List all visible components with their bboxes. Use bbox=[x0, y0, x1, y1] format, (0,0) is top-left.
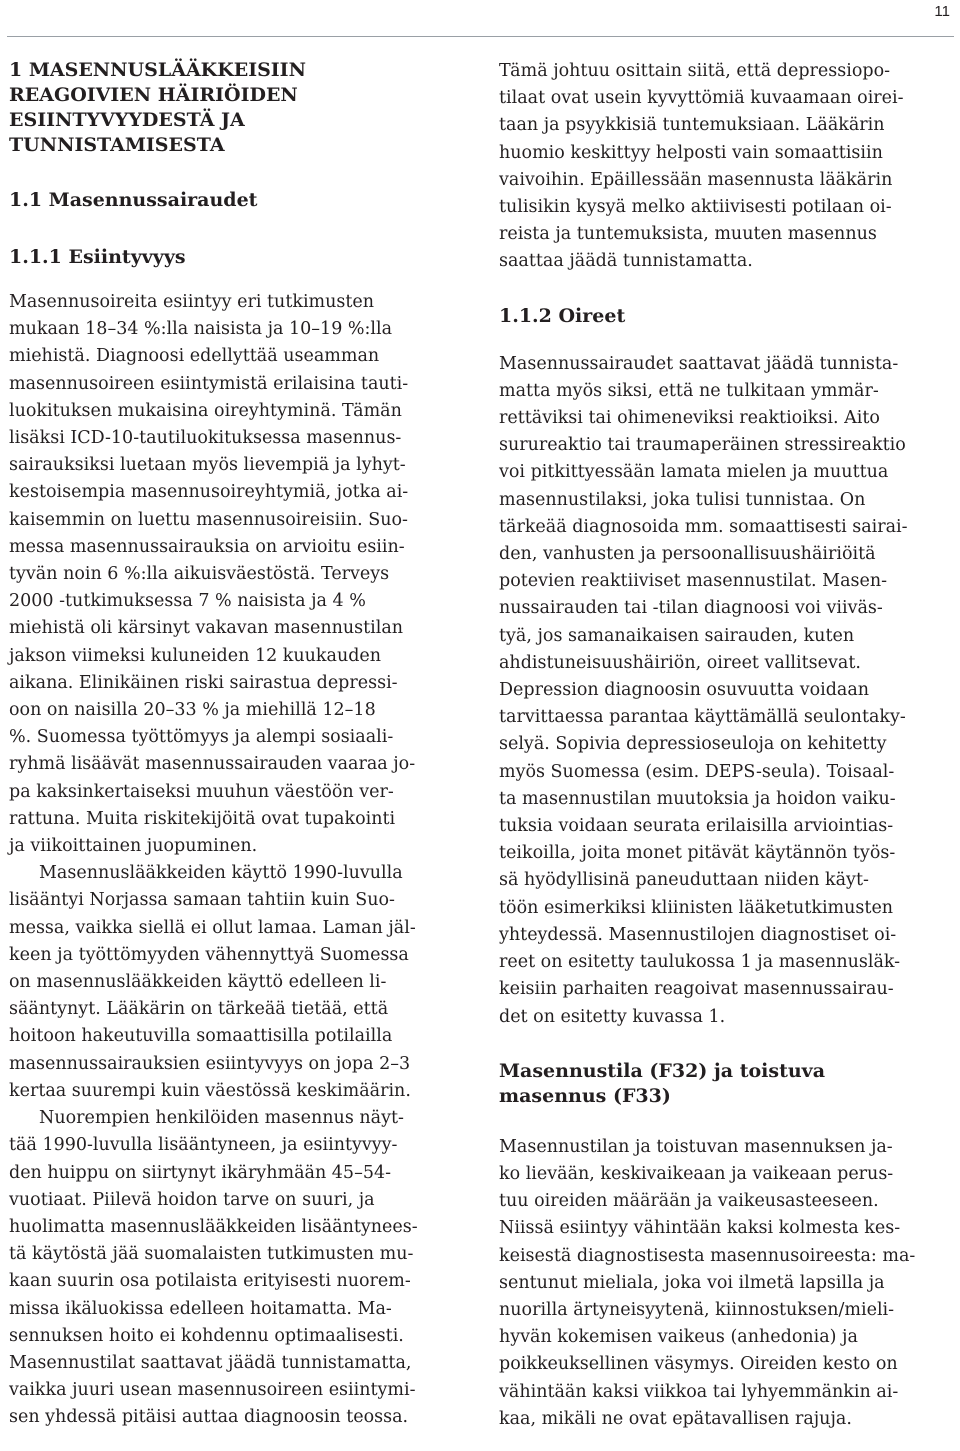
text-line: kaan suurin osa potilaista erityisesti nuorem- bbox=[9, 1271, 411, 1292]
text-line: tarvittaessa parantaa käyttämällä seulontaky- bbox=[499, 707, 906, 728]
text-line: Masennussairaudet saattavat jäädä tunnista- bbox=[499, 353, 899, 374]
text-line: tilaat ovat usein kyvyttömiä kuvaamaan oirei- bbox=[499, 88, 904, 109]
text-line: Masennuslääkkeiden käyttö 1990-luvulla bbox=[39, 863, 403, 884]
text-line: yhteydessä. Masennustilojen diagnostiset oi- bbox=[499, 924, 897, 945]
text-line: Masennustilan ja toistuvan masennuksen ja- bbox=[499, 1136, 893, 1157]
text-line: hyvän kokemisen vaikeus (anhedonia) ja bbox=[499, 1327, 858, 1348]
text-line: rettäviksi tai ohimeneviksi reaktioiksi. Aito bbox=[499, 408, 880, 429]
text-line: %. Suomessa työttömyys ja alempi sosiaali- bbox=[9, 727, 394, 748]
text-line: det on esitetty kuvassa 1. bbox=[499, 1006, 726, 1027]
text-line: keisestä diagnostisesta masennusoireesta: ma- bbox=[499, 1245, 916, 1266]
text-line: ja viikoittainen juopuminen. bbox=[9, 836, 258, 857]
text-line: huomio keskittyy helposti vain somaattisiin bbox=[499, 142, 883, 163]
text-line: töön esimerkiksi kliinisten lääketutkimusten bbox=[499, 897, 894, 918]
text-line: ta masennustilan muutoksia ja hoidon vaiku- bbox=[499, 788, 896, 809]
text-line: matta myös siksi, että ne tulkitaan ymmär- bbox=[499, 380, 879, 401]
text-line: poikkeuksellinen väsymys. Oireiden kesto on bbox=[499, 1354, 898, 1375]
text-line: pa kaksinkertaiseksi muuhun väestöön ver- bbox=[9, 781, 394, 802]
text-line: messa, vaikka siellä ei ollut lamaa. Laman jäl- bbox=[9, 917, 416, 938]
text-line: kertaa suurempi kuin väestössä keskimäärin. bbox=[9, 1080, 411, 1101]
text-line: sen yhdessä pitäisi auttaa diagnoosin teossa. bbox=[9, 1407, 409, 1428]
text-line: mukaan 18–34 %:lla naisista ja 10–19 %:lla bbox=[9, 319, 393, 340]
text-line: myös Suomessa (esim. DEPS-seula). Toisaal- bbox=[499, 761, 895, 782]
text-line: aikana. Elinikäinen riski sairastua depressi- bbox=[9, 672, 398, 693]
right-column bbox=[499, 58, 949, 1433]
body-paragraph bbox=[499, 1134, 949, 1433]
body-paragraph bbox=[499, 351, 949, 1031]
text-line: missa ikäluokissa edelleen hoitamatta. Ma- bbox=[9, 1298, 392, 1319]
text-line: saattaa jäädä tunnistamatta. bbox=[499, 251, 753, 272]
text-line: vaivoihin. Epäillessään masennusta lääkärin bbox=[499, 169, 893, 190]
text-line: miehistä oli kärsinyt vakavan masennustilan bbox=[9, 618, 404, 639]
text-line: lisääntyi Norjassa samaan tahtiin kuin Suo- bbox=[9, 890, 395, 911]
body-paragraph bbox=[9, 860, 459, 1105]
chapter-heading-line: TUNNISTAMISESTA bbox=[9, 134, 225, 156]
text-line: luokituksen mukaisina oireyhtyminä. Tämän bbox=[9, 400, 402, 421]
text-line: vuotiaat. Piilevä hoidon tarve on suuri, ja bbox=[9, 1189, 375, 1210]
text-line: den huippu on siirtynyt ikäryhmään 45–54- bbox=[9, 1162, 392, 1183]
page-number: 11 bbox=[934, 3, 950, 20]
text-line: Masennustilat saattavat jäädä tunnistamatta, bbox=[9, 1352, 412, 1373]
text-line: on masennuslääkkeiden käyttö edelleen li- bbox=[9, 972, 387, 993]
text-line: masennusoireen esiintymistä erilaisina tauti- bbox=[9, 373, 409, 394]
text-line: vähintään kaksi viikkoa tai lyhyemmänkin ai- bbox=[499, 1381, 899, 1402]
text-line: Nuorempien henkilöiden masennus näyt- bbox=[39, 1108, 404, 1129]
text-line: tä käytöstä jää suomalaisten tutkimusten mu- bbox=[9, 1244, 414, 1265]
text-line: lisäksi ICD-10-tautiluokituksessa masennus- bbox=[9, 428, 402, 449]
text-line: miehistä. Diagnoosi edellyttää useamman bbox=[9, 346, 380, 367]
text-line: teikoilla, joita monet pitävät käytännön työs- bbox=[499, 843, 896, 864]
header-rule bbox=[7, 36, 954, 37]
text-line: Niissä esiintyy vähintään kaksi kolmesta kes- bbox=[499, 1218, 901, 1239]
text-line: ryhmä lisäävät masennussairauden vaaraa jo- bbox=[9, 754, 416, 775]
text-line: nuorilla ärtyneisyytenä, kiinnostuksen/mieli- bbox=[499, 1299, 895, 1320]
text-line: messa masennussairauksia on arvioitu esiin- bbox=[9, 536, 405, 557]
text-line: tyvän noin 6 %:lla aikuisväestöstä. Terveys bbox=[9, 564, 390, 585]
text-line: vaikka juuri usean masennusoireen esiintymi- bbox=[9, 1380, 416, 1401]
chapter-heading-line: ESIINTYVYYDESTÄ JA bbox=[9, 109, 245, 131]
text-line: selyä. Sopivia depressioseuloja on kehitetty bbox=[499, 734, 887, 755]
text-line: keisiin parhaiten reagoivat masennussairau- bbox=[499, 979, 894, 1000]
text-line: den, vanhusten ja persoonallisuushäiriöitä bbox=[499, 544, 876, 565]
text-line: nussairauden tai -tilan diagnoosi voi viiväs- bbox=[499, 598, 883, 619]
text-line: sennuksen hoito ei kohdennu optimaalisesti. bbox=[9, 1325, 404, 1346]
text-line: kaa, mikäli ne ovat epätavallisen rajuja. bbox=[499, 1408, 852, 1429]
text-line: Masennusoireita esiintyy eri tutkimusten bbox=[9, 292, 375, 312]
subsection-heading: 1.1.2 Oireet bbox=[499, 304, 626, 327]
text-line: huolimatta masennuslääkkeiden lisääntynees- bbox=[9, 1216, 418, 1237]
text-line: Depression diagnoosin osuvuutta voidaan bbox=[499, 680, 870, 701]
text-line: masennustilaksi, joka tulisi tunnistaa. On bbox=[499, 489, 866, 510]
text-line: voi pitkittyessään lamata mielen ja muuttua bbox=[499, 462, 889, 483]
text-line: sentunut mieliala, joka voi ilmetä lapsilla ja bbox=[499, 1272, 885, 1293]
text-line: rattuna. Muita riskitekijöitä ovat tupakointi bbox=[9, 808, 396, 829]
text-line: tää 1990-luvulla lisääntyneen, ja esiintyvyy- bbox=[9, 1135, 398, 1156]
text-line: Tämä johtuu osittain siitä, että depressiopo- bbox=[499, 61, 891, 81]
text-line: 2000 -tutkimuksessa 7 % naisista ja 4 % bbox=[9, 591, 366, 612]
text-line: keen ja työttömyyden vähennyttyä Suomessa bbox=[9, 944, 409, 965]
text-line: reet on esitetty taulukossa 1 ja masennusläk- bbox=[499, 952, 901, 973]
text-line: ahdistuneisuushäiriön, oireet vallitsevat. bbox=[499, 652, 861, 673]
text-line: tuksia voidaan seurata erilaisilla arviointias- bbox=[499, 816, 894, 837]
chapter-heading-line: REAGOIVIEN HÄIRIÖIDEN bbox=[9, 84, 298, 106]
text-line: kaisemmin on luettu masennusoireisiin. Suo- bbox=[9, 509, 408, 530]
text-line: tärkeää diagnosoida mm. somaattisesti sairai- bbox=[499, 516, 908, 537]
section-heading: 1.1 Masennussairaudet bbox=[9, 189, 258, 211]
chapter-heading bbox=[9, 58, 459, 158]
text-line: oon on naisilla 20–33 % ja miehillä 12–18 bbox=[9, 700, 376, 721]
text-line: ko lievään, keskivaikeaan ja vaikeaan perus- bbox=[499, 1163, 894, 1184]
text-line: sairauksiksi luetaan myös lievempiä ja lyhyt- bbox=[9, 455, 406, 476]
text-line: kestoisempia masennusoireyhtymiä, jotka ai- bbox=[9, 482, 409, 503]
body-paragraph bbox=[499, 58, 949, 276]
text-line: reista ja tuntemuksista, muuten masennus bbox=[499, 224, 877, 245]
subsection-heading bbox=[499, 1059, 949, 1109]
text-line: tuu oireiden määrään ja vaikeusasteeseen. bbox=[499, 1191, 879, 1212]
text-line: masennussairauksien esiintyvyys on jopa 2–3 bbox=[9, 1053, 411, 1074]
subsection-heading: 1.1.1 Esiintyvyys bbox=[9, 246, 186, 268]
chapter-heading-line: 1 MASENNUSLÄÄKKEISIIN bbox=[9, 59, 306, 81]
text-line: taan ja psyykkisiä tuntemuksiaan. Lääkärin bbox=[499, 115, 885, 136]
text-line: surureaktio tai traumaperäinen stressireaktio bbox=[499, 435, 906, 456]
subsection-heading-line: Masennustila (F32) ja toistuva bbox=[499, 1059, 826, 1082]
body-paragraph bbox=[9, 289, 459, 860]
subsection-heading-line: masennus (F33) bbox=[499, 1084, 671, 1107]
body-paragraph bbox=[9, 1105, 459, 1431]
text-line: hoitoon hakeutuvilla somaattisilla potilailla bbox=[9, 1026, 393, 1047]
text-line: tyä, jos samanaikaisen sairauden, kuten bbox=[499, 625, 855, 646]
text-line: sääntynyt. Lääkärin on tärkeää tietää, että bbox=[9, 999, 389, 1020]
text-line: sä hyödyllisinä paneuduttaan niiden käyt- bbox=[499, 870, 869, 891]
text-line: potevien reaktiiviset masennustilat. Masen- bbox=[499, 571, 888, 592]
text-line: jakson viimeksi kuluneiden 12 kuukauden bbox=[9, 645, 382, 666]
text-line: tulisikin kysyä melko aktiivisesti potilaan oi- bbox=[499, 197, 892, 218]
left-column bbox=[9, 58, 459, 1432]
